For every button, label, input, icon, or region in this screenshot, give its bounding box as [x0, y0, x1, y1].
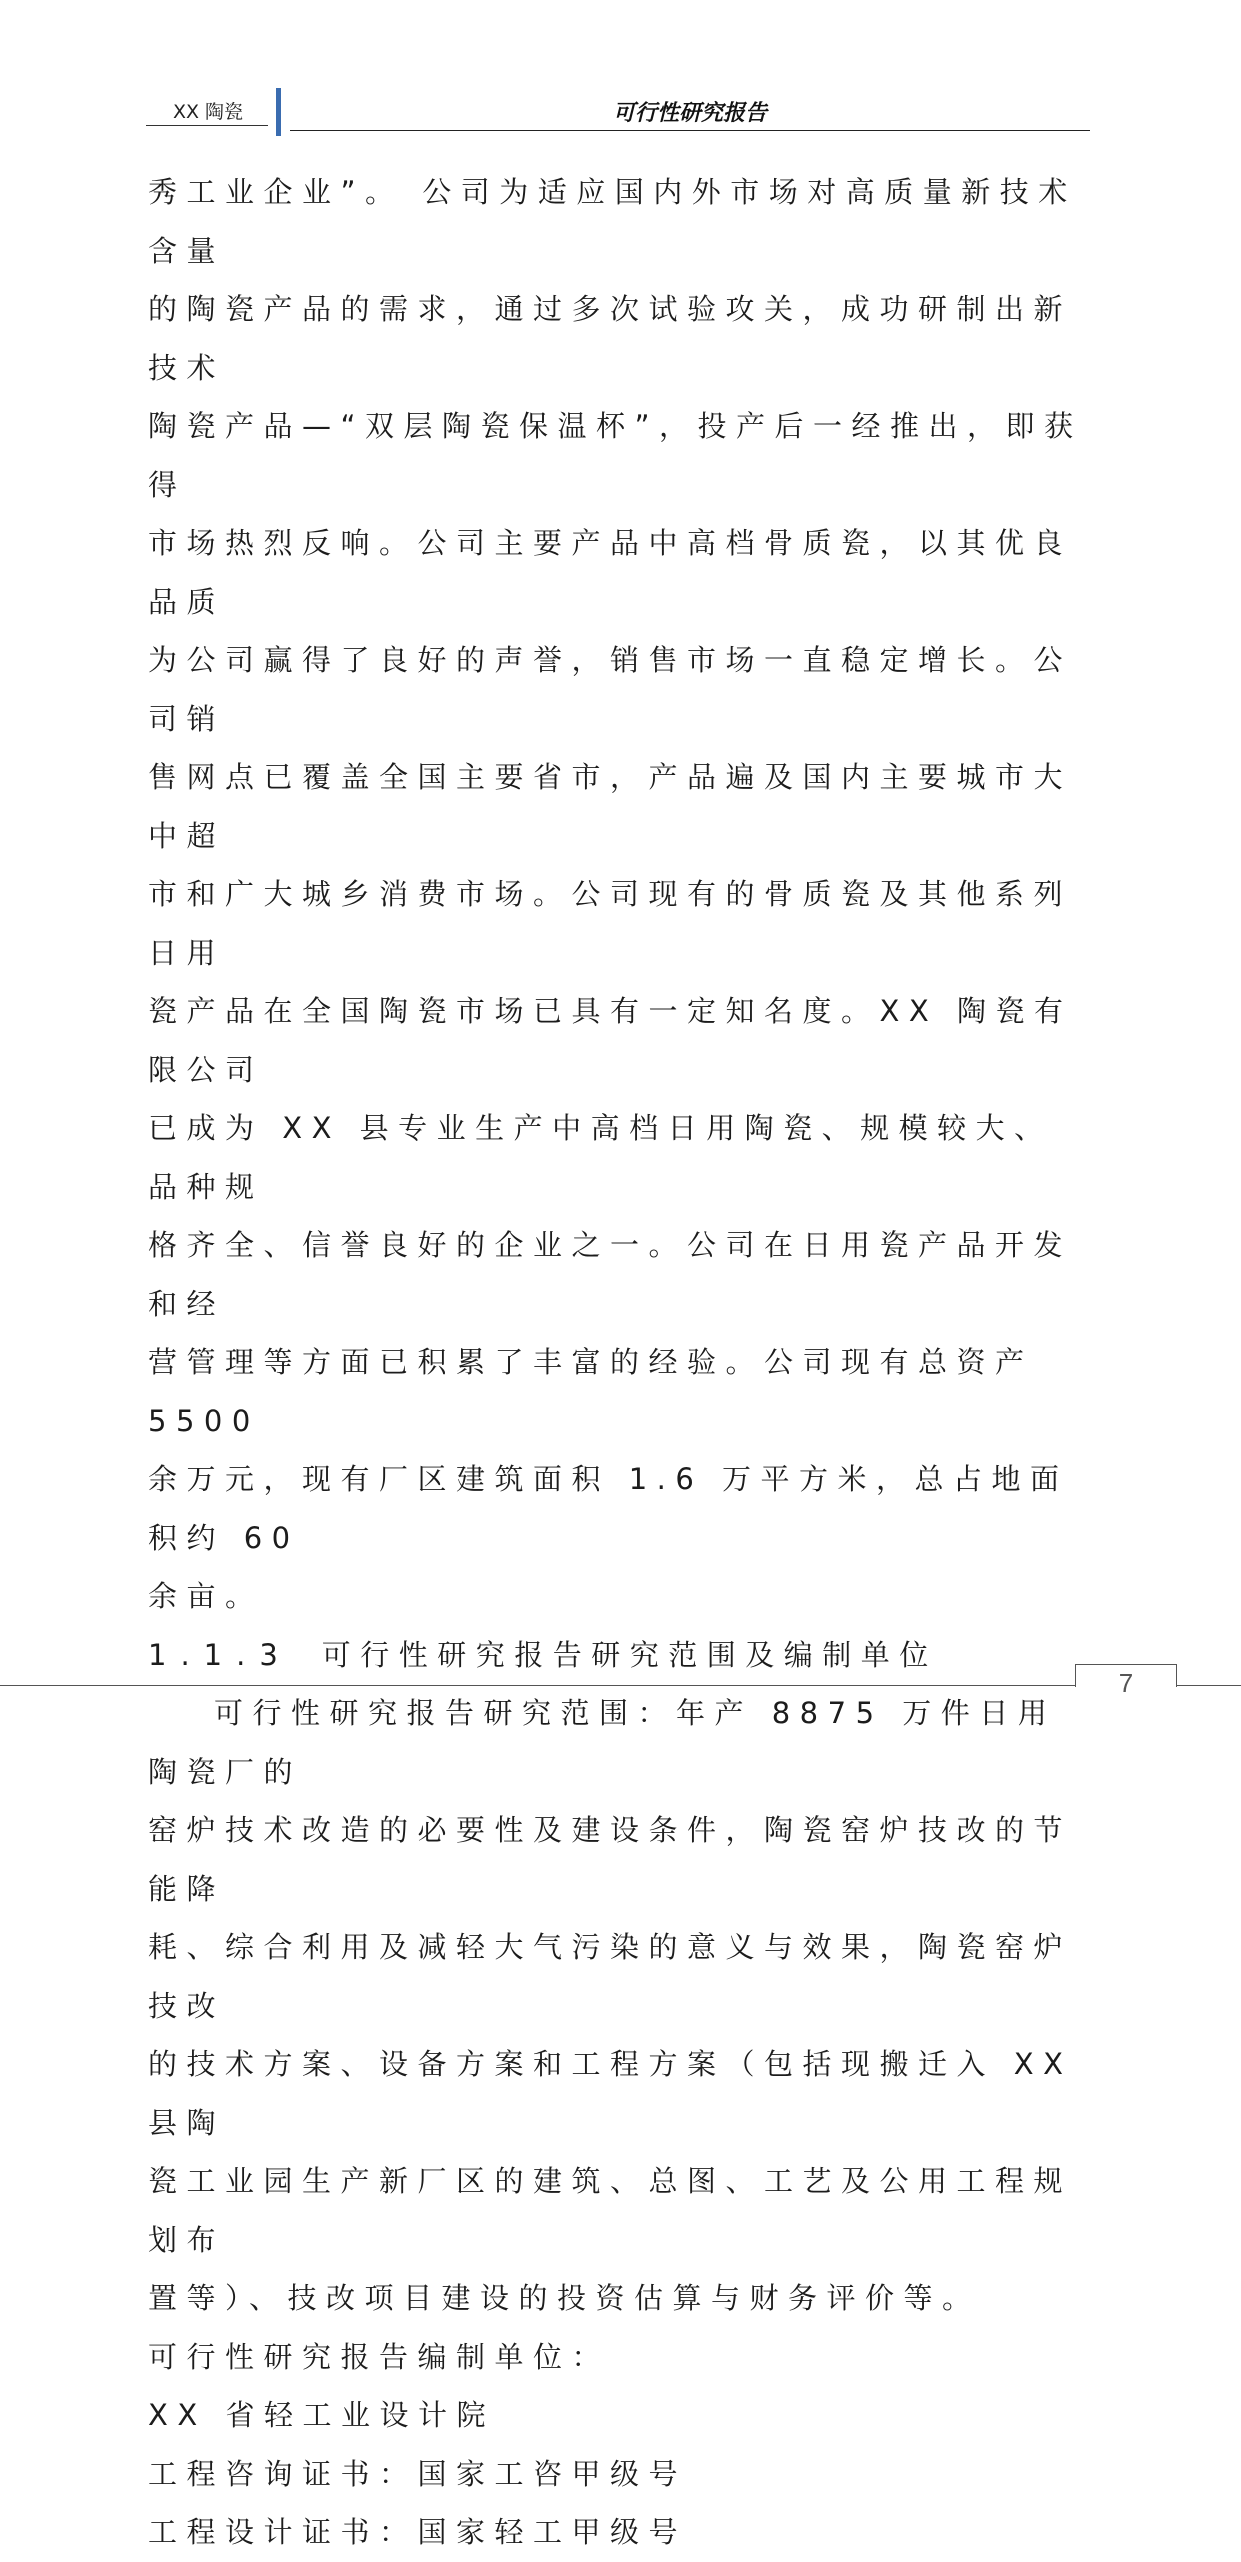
document-body: [148, 163, 1088, 2562]
scope-line: 瓷工业园生产新厂区的建筑、总图、工艺及公用工程规划布: [148, 2164, 1073, 2257]
section-heading: [148, 1626, 1088, 1685]
body-line: 秀工业企业”。 公司为适应国内外市场对高质量新技术含量: [148, 175, 1077, 268]
header-right-rule: [290, 130, 1090, 131]
body-line: 陶瓷产品—“双层陶瓷保温杯”，投产后一经推出，即获得: [148, 409, 1083, 502]
body-line: 余万元，现有厂区建筑面积 1.6 万平方米，总占地面积约 60: [148, 1462, 1069, 1555]
body-line: 营管理等方面已积累了丰富的经验。公司现有总资产 5500: [148, 1345, 1034, 1438]
body-line: 售网点已覆盖全国主要省市，产品遍及国内主要城市大中超: [148, 760, 1073, 853]
section-number: 1.1.3: [148, 1637, 292, 1672]
body-line: 的陶瓷产品的需求，通过多次试验攻关，成功研制出新技术: [148, 292, 1073, 385]
page-number: 7: [1118, 1668, 1134, 1698]
design-certificate: 工程设计证书：国家轻工甲级号: [148, 2515, 688, 2549]
body-line: 市和广大城乡消费市场。公司现有的骨质瓷及其他系列日用: [148, 877, 1073, 970]
consult-certificate: 工程咨询证书：国家工咨甲级号: [148, 2456, 688, 2491]
scope-line: 窑炉技术改造的必要性及建设条件，陶瓷窑炉技改的节能降: [148, 1813, 1073, 1906]
header-left-rule: [146, 125, 268, 126]
footer-rule-right: [1176, 1685, 1241, 1686]
body-line: 已成为 XX 县专业生产中高档日用陶瓷、规模较大、品种规: [148, 1111, 1053, 1204]
header-company-label: XX 陶瓷: [172, 101, 244, 123]
scope-line: 置等）、技改项目建设的投资估算与财务评价等。: [148, 2281, 981, 2315]
header-accent-bar: [276, 88, 281, 136]
header-title: 可行性研究报告: [612, 100, 767, 126]
scope-line: 耗、综合利用及减轻大气污染的意义与效果，陶瓷窑炉技改: [148, 1930, 1073, 2023]
footer-rule-left: [0, 1685, 1075, 1686]
unit-label: 可行性研究报告编制单位：: [148, 2339, 611, 2374]
scope-line: 可行性研究报告研究范围：年产 8875 万件日用陶瓷厂的: [148, 1696, 1057, 1789]
scope-line: 的技术方案、设备方案和工程方案（包括现搬迁入 XX 县陶: [148, 2047, 1073, 2140]
unit-name: XX 省轻工业设计院: [148, 2398, 495, 2432]
body-line: 余亩。: [148, 1579, 264, 1613]
section-title: 可行性研究报告研究范围及编制单位: [321, 1637, 938, 1672]
body-line: 市场热烈反响。公司主要产品中高档骨质瓷，以其优良品质: [148, 526, 1073, 619]
body-line: 瓷产品在全国陶瓷市场已具有一定知名度。XX 陶瓷有限公司: [148, 994, 1073, 1087]
body-line: 格齐全、信誉良好的企业之一。公司在日用瓷产品开发和经: [148, 1228, 1073, 1321]
body-line: 为公司赢得了良好的声誉，销售市场一直稳定增长。公司销: [148, 643, 1073, 736]
